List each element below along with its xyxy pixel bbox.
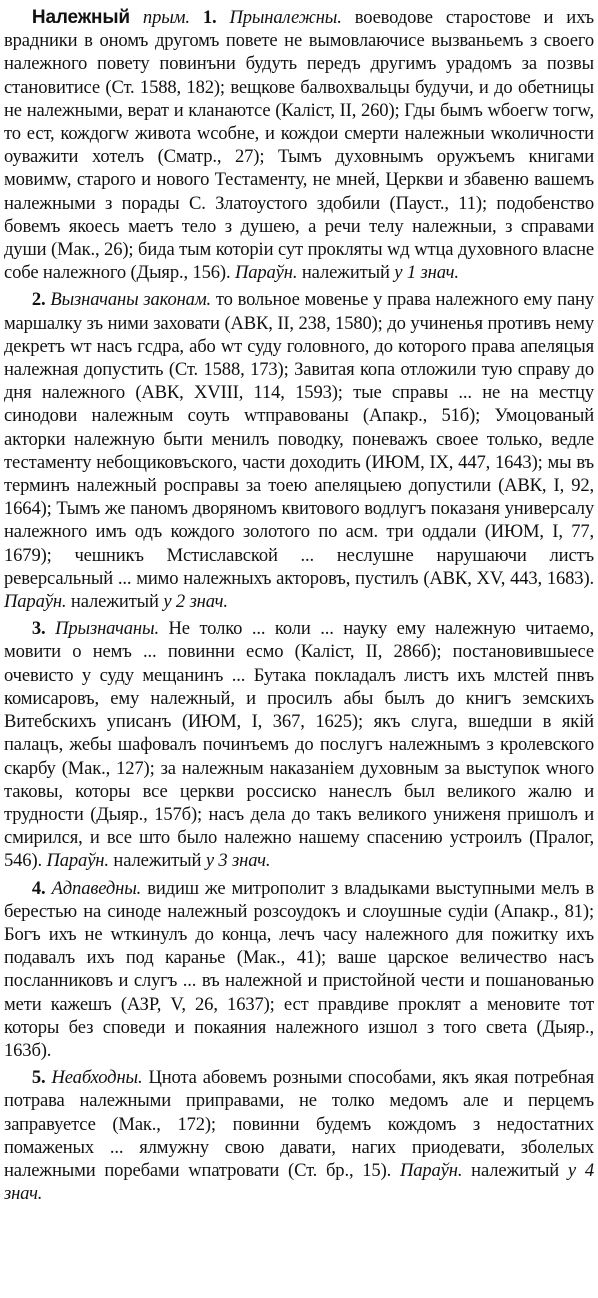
sense-citations: видиш же митрополит з владыками выступными мелъ в берестью на синоде належный розсоудокъ и слоушные судіи (Апакр., 81); Богъ ихъ не wткинулъ до конца, лечъ часу належного для пожитку ихъ подавалъ ихъ под каранье (Мак., 41); ваше царское величество насъ посланниковъ и слугъ ... въ належной и пристойной чести и пошанованью мети кажешъ (АЗР, V, 26, 1637); ест правдиве проклят а меновите тот которы без споведи и покаяния належного изшол з того света (Дыяр., 163б). bbox=[4, 877, 594, 1061]
xref-word: належитый bbox=[301, 262, 390, 284]
xref-target: у 3 знач. bbox=[205, 850, 271, 872]
xref-word: належитый bbox=[70, 591, 159, 613]
xref-target: у 4 знач. bbox=[4, 1159, 594, 1205]
sense-4 bbox=[4, 877, 594, 1063]
xref-label: Параўн. bbox=[4, 591, 67, 613]
xref-label: Параўн. bbox=[399, 1159, 463, 1181]
sense-number: 4. bbox=[31, 877, 46, 899]
headword: Належный bbox=[31, 7, 130, 28]
xref-target: у 1 знач. bbox=[394, 262, 459, 284]
sense-5 bbox=[4, 1066, 594, 1205]
xref-label: Параўн. bbox=[46, 850, 109, 872]
sense-number: 1. bbox=[202, 7, 217, 28]
xref-word: належитый bbox=[471, 1159, 560, 1181]
xref-target: у 2 знач. bbox=[163, 591, 228, 613]
sense-citations: то вольное мовенье у права належного ему пану маршалку зъ ними заховати (АВК, II, 238, 1580); до учиненья противъ нему декретъ wт насъ гсдра, або wт суду головного, до которого права апеляцыя належная допустить (Ст. 1588, 173); Завитая копа отложили тую справу до дня належного (АВК, XVIII, 114, 1593); тые справы ... не на местцу синодови належным соуть wтправованы (Апакр., 51б); Умоцованый акторки належную быти менилъ поводку, поневажъ своее только, ведле тестаменту небощиковъского, части доходить (ИЮМ, IX, 447, 1643); мы въ терминъ належный росправы за тоею апеляцыею допустили (АВК, I, 92, 1664); Тымъ же паномъ дворяномъ квитового водлугъ показаня универсалу належного имъ одъ кождого золотого по асм. три оддали (ИЮМ, I, 77, 1679); чешникъ Мстиславской ... неслушне нарушаючи листъ реверсальный ... мимо належныхъ акторовъ, пустилъ (АВК, XV, 443, 1683). bbox=[4, 289, 594, 589]
sense-2 bbox=[4, 288, 594, 613]
sense-citations: Не толко ... коли ... науку ему належную читаемо, мовити о немъ ... повинни есмо (Каліст, II, 286б); постановившыесе очевисто у суду мещанинъ ... Бутака покладалъ листъ ихъ млстей пнвъ комисаровъ, ему належный, и просилъ абы былъ до книгъ земскихъ Витебскихъ уписанъ (ИЮМ, I, 367, 1625); якъ слуга, вшедши в якій палацъ, жебы шафовалъ починъемъ до послугъ належнымъ з кролевского скарбу (Мак., 127); за належным наказаніем духовным за выступок wного таковы, которы все церкви россиско нанеслъ был великого жалю и трудности (Дыяр., 157б); насъ дела до такъ великого униженя пришолъ и смирился, и все што было належно нашему спасению устроилъ (Пралог, 546). bbox=[4, 618, 595, 872]
xref-word: належитый bbox=[113, 850, 202, 872]
sense-3 bbox=[4, 617, 594, 872]
part-of-speech: прым. bbox=[142, 7, 190, 28]
sense-definition: Прыналежны. bbox=[229, 7, 342, 28]
sense-number: 2. bbox=[31, 289, 46, 311]
xref-label: Параўн. bbox=[234, 262, 298, 284]
sense-1 bbox=[4, 6, 594, 284]
sense-definition: Адпаведны. bbox=[51, 877, 142, 899]
sense-number: 3. bbox=[31, 618, 46, 640]
sense-definition: Прызначаны. bbox=[55, 618, 159, 640]
sense-number: 5. bbox=[31, 1067, 46, 1089]
sense-citations: Цнота абовемъ розными способами, якъ якая потребная потрава належными приправами, не толко медомъ але и перцемъ заправуетсе (Мак., 172); повинни будемъ кождомъ з недостатних помаженых ... ялмужну свою давати, нагих приодевати, зболелых належными поребами wпатровати (Ст. бр., 15). bbox=[4, 1067, 595, 1181]
sense-citations: воеводове старостове и ихъ врадники в ономъ другомъ повете не вымовлаючисе вызваньемъ з своего належного повету повинъни будуть передъ другимъ урадомъ за позвы становитисе (Ст. 1588, 182); вещкове балвохвальцы будучи, и до обетницы не належными, верат и кланаютсе (Каліст, II, 260); Гды бымъ wбоегw тогw, то ест, кождогw живота wсобне, и кождои смерти належныи wколичности оуважити хотелъ (Сматр., 27); Тымъ духовнымъ оружъемъ книгами мовимw, старого и нового Тестаменту, не мней, Церкви и збавеню вашемъ належными з порады С. Златоустого здобили (Пауст., 11); подобенство бовемъ якоесь маетъ тело з душею, а речи телу належныи, з справами души (Мак., 26); бида тым которіи сут прокляты wд wтца духовного власне собе належного (Дыяр., 156). bbox=[4, 7, 594, 284]
sense-definition: Неабходны. bbox=[51, 1067, 143, 1089]
sense-definition: Вызначаны законам. bbox=[50, 289, 212, 311]
